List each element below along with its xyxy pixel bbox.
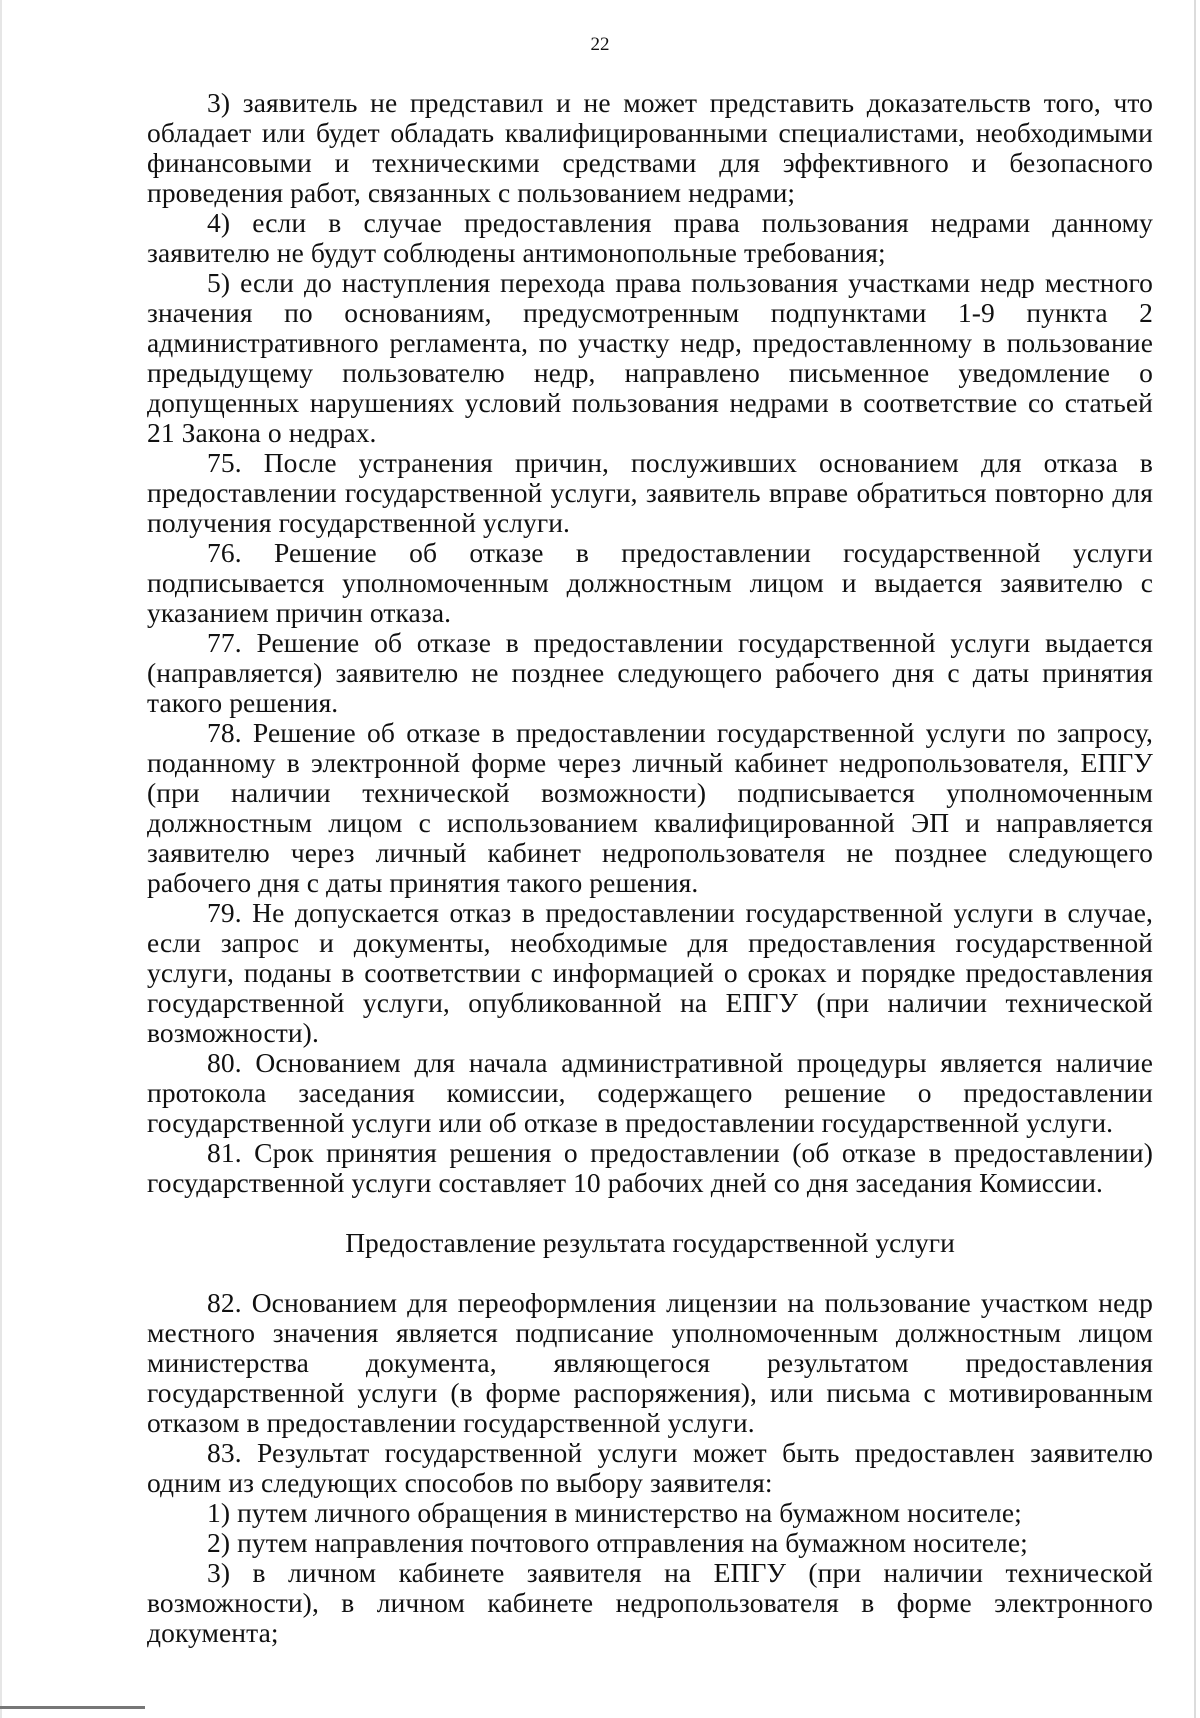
paragraph-79: 79. Не допускается отказ в предоставлении государственной услуги в случае, если запрос и документы, необходимые для предоставления государственной услуги, поданы в соответствии с информацией о сроках и порядке предоставления государственной услуги, опубликованной на ЕПГУ (при наличии технической возможности).	[147, 897, 1153, 1048]
scan-bottom-mark	[0, 1706, 145, 1709]
paragraph-item-5: 5) если до наступления перехода права пользования участками недр местного значения по основаниям, предусмотренным подпунктами 1-9 пункта 2 административного регламента, по участку недр, предоставленному в пользование предыдущему пользователю недр, направлено письменное уведомление о допущенных нарушениях условий пользования недрами в соответствие со статьей 21 Закона о недрах.	[147, 267, 1153, 448]
page-number: 22	[590, 34, 610, 55]
scan-edge-right	[1194, 0, 1196, 1718]
paragraph-83-item-1: 1) путем личного обращения в министерство на бумажном носителе;	[207, 1497, 1022, 1528]
document-body	[147, 88, 1153, 1648]
paragraph-75: 75. После устранения причин, послуживших основанием для отказа в предоставлении государственной услуги, заявитель вправе обратиться повторно для получения государственной услуги.	[147, 447, 1153, 538]
scan-edge-left	[0, 0, 2, 1718]
paragraph-82: 82. Основанием для переоформления лицензии на пользование участком недр местного значения является подписание уполномоченным должностным лицом министерства документа, являющегося результатом предоставления государственной услуги (в форме распоряжения), или письма с мотивированным отказом в предоставлении государственной услуги.	[147, 1287, 1153, 1438]
paragraph-item-3: 3) заявитель не представил и не может представить доказательств того, что обладает или будет обладать квалифицированными специалистами, необходимыми финансовыми и техническими средствами для эффективного и безопасного проведения работ, связанных с пользованием недрами;	[147, 87, 1153, 208]
paragraph-78: 78. Решение об отказе в предоставлении государственной услуги по запросу, поданному в электронной форме через личный кабинет недропользователя, ЕПГУ (при наличии технической возможности) подписывается уполномоченным должностным лицом с использованием квалифицированной ЭП и направляется заявителю через личный кабинет недропользователя не позднее следующего рабочего дня с даты принятия такого решения.	[147, 717, 1153, 898]
paragraph-76: 76. Решение об отказе в предоставлении государственной услуги подписывается уполномоченным должностным лицом и выдается заявителю с указанием причин отказа.	[147, 537, 1153, 628]
paragraph-81: 81. Срок принятия решения о предоставлении (об отказе в предоставлении) государственной услуги составляет 10 рабочих дней со дня заседания Комиссии.	[147, 1137, 1153, 1198]
section-heading: Предоставление результата государственной услуги	[345, 1227, 955, 1258]
paragraph-83: 83. Результат государственной услуги может быть предоставлен заявителю одним из следующих способов по выбору заявителя:	[147, 1437, 1153, 1498]
paragraph-77: 77. Решение об отказе в предоставлении государственной услуги выдается (направляется) заявителю не позднее следующего рабочего дня с даты принятия такого решения.	[147, 627, 1153, 718]
paragraph-83-item-3: 3) в личном кабинете заявителя на ЕПГУ (при наличии технической возможности), в личном кабинете недропользователя в форме электронного документа;	[147, 1557, 1153, 1648]
paragraph-83-item-2: 2) путем направления почтового отправления на бумажном носителе;	[207, 1527, 1028, 1558]
paragraph-80: 80. Основанием для начала административной процедуры является наличие протокола заседания комиссии, содержащего решение о предоставлении государственной услуги или об отказе в предоставлении государственной услуги.	[147, 1047, 1153, 1138]
paragraph-item-4: 4) если в случае предоставления права пользования недрами данному заявителю не будут соблюдены антимонопольные требования;	[147, 207, 1153, 268]
